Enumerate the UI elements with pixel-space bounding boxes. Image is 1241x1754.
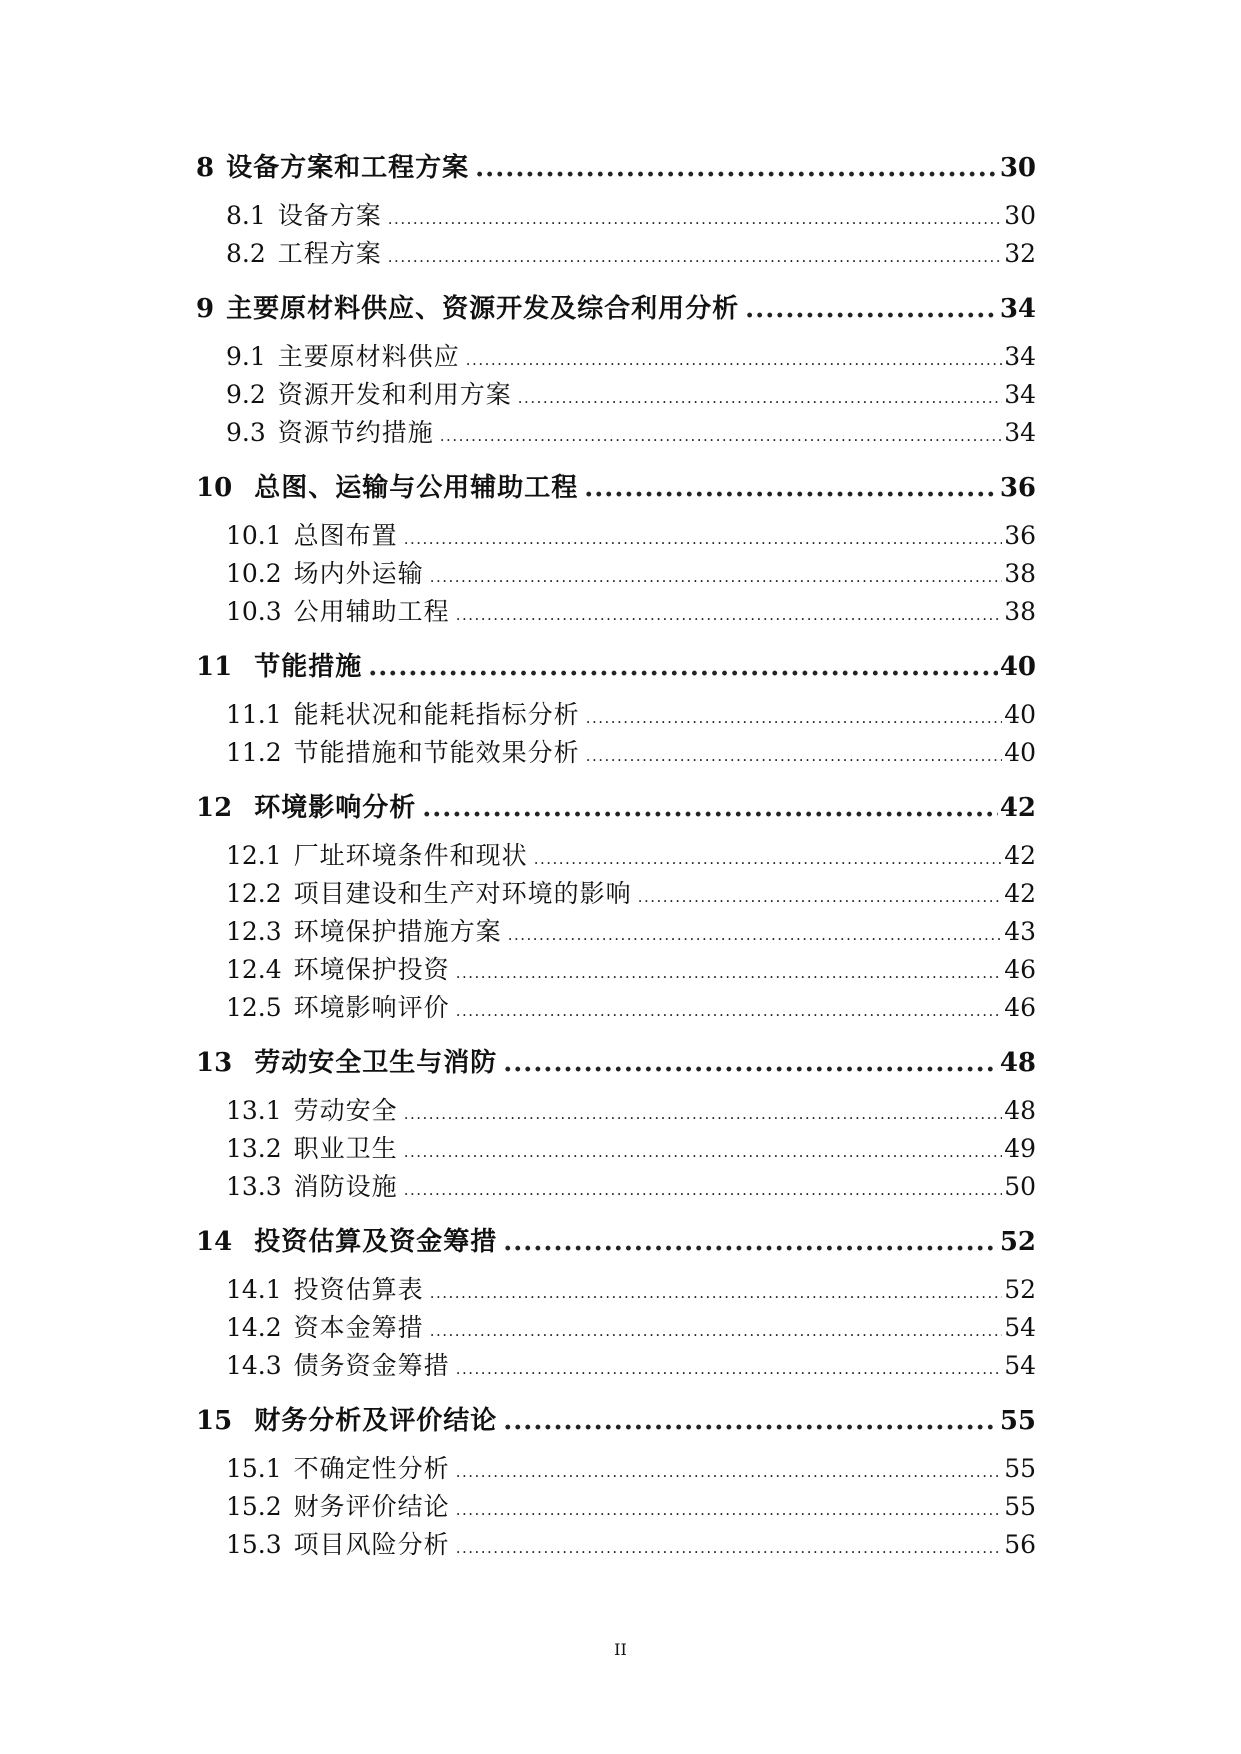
toc-chapter-entry[interactable]	[196, 145, 1036, 191]
section-page-number: 54	[1004, 1351, 1036, 1380]
section-title: 环境保护措施方案	[293, 917, 502, 946]
dot-leader	[586, 699, 1003, 737]
section-page-number: 43	[1004, 917, 1036, 946]
dot-leader	[456, 1453, 1003, 1491]
dot-leader	[503, 1219, 998, 1265]
toc-section-entry[interactable]	[196, 875, 1036, 913]
chapter-number: 11	[196, 652, 233, 682]
section-number: 9.2	[226, 380, 266, 409]
section-page-number: 32	[1004, 239, 1036, 268]
toc-section-entry[interactable]	[196, 1488, 1036, 1526]
chapter-title: 环境影响分析	[254, 793, 417, 823]
dot-leader	[584, 465, 998, 511]
chapter-page-number: 40	[999, 652, 1036, 682]
section-title: 资源节约措施	[277, 418, 434, 447]
section-number: 10.3	[226, 597, 282, 626]
dot-leader	[430, 1274, 1003, 1312]
section-title: 劳动安全	[293, 1096, 398, 1125]
section-title: 节能措施和节能效果分析	[293, 738, 580, 767]
section-number: 9.3	[226, 418, 266, 447]
toc-section-entry[interactable]	[196, 1271, 1036, 1309]
toc-section-entry[interactable]	[196, 1526, 1036, 1564]
dot-leader	[404, 1095, 1003, 1133]
section-number: 13.1	[226, 1096, 282, 1125]
section-page-number: 55	[1004, 1492, 1036, 1521]
section-title: 不确定性分析	[293, 1454, 450, 1483]
toc-section-entry[interactable]	[196, 913, 1036, 951]
toc-chapter	[196, 1219, 1036, 1385]
toc-section-entry[interactable]	[196, 1130, 1036, 1168]
section-number: 12.2	[226, 879, 282, 908]
toc-section-entry[interactable]	[196, 197, 1036, 235]
chapter-page-number: 52	[999, 1227, 1036, 1257]
section-page-number: 50	[1004, 1172, 1036, 1201]
section-title: 资本金筹措	[293, 1313, 424, 1342]
section-title: 环境影响评价	[293, 993, 450, 1022]
section-title: 主要原材料供应	[277, 342, 460, 371]
toc-section-entry[interactable]	[196, 517, 1036, 555]
toc-section-entry[interactable]	[196, 1092, 1036, 1130]
toc-section-entry[interactable]	[196, 1309, 1036, 1347]
dot-leader	[466, 341, 1002, 379]
dot-leader	[638, 878, 1003, 916]
dot-leader	[503, 1398, 998, 1444]
chapter-title: 劳动安全卫生与消防	[254, 1048, 498, 1078]
toc-section-entry[interactable]	[196, 734, 1036, 772]
chapter-page-number: 55	[999, 1406, 1036, 1436]
section-number: 14.1	[226, 1275, 282, 1304]
section-page-number: 42	[1004, 841, 1036, 870]
toc-section-entry[interactable]	[196, 837, 1036, 875]
dot-leader	[456, 1350, 1003, 1388]
section-page-number: 46	[1004, 955, 1036, 984]
chapter-page-number: 34	[999, 294, 1036, 324]
chapter-title: 节能措施	[254, 652, 363, 682]
section-number: 12.4	[226, 955, 282, 984]
toc-chapter	[196, 286, 1036, 452]
section-number: 15.1	[226, 1454, 282, 1483]
chapter-number: 8	[196, 153, 215, 183]
toc-section-entry[interactable]	[196, 989, 1036, 1027]
toc-chapter-entry[interactable]	[196, 644, 1036, 690]
chapter-number: 15	[196, 1406, 233, 1436]
section-number: 13.3	[226, 1172, 282, 1201]
section-page-number: 54	[1004, 1313, 1036, 1342]
toc-chapter-entry[interactable]	[196, 286, 1036, 332]
section-title: 资源开发和利用方案	[277, 380, 512, 409]
toc-section-entry[interactable]	[196, 376, 1036, 414]
chapter-number: 10	[196, 473, 233, 503]
section-page-number: 34	[1004, 418, 1036, 447]
dot-leader	[404, 520, 1003, 558]
toc-chapter	[196, 1398, 1036, 1564]
chapter-page-number: 42	[999, 793, 1036, 823]
toc-chapter	[196, 785, 1036, 1027]
toc-section-entry[interactable]	[196, 338, 1036, 376]
toc-section-entry[interactable]	[196, 696, 1036, 734]
dot-leader	[456, 954, 1003, 992]
section-number: 12.3	[226, 917, 282, 946]
section-number: 11.1	[226, 700, 282, 729]
dot-leader	[456, 992, 1003, 1030]
dot-leader	[368, 644, 998, 690]
section-page-number: 52	[1004, 1275, 1036, 1304]
dot-leader	[475, 145, 998, 191]
section-page-number: 38	[1004, 559, 1036, 588]
dot-leader	[745, 286, 998, 332]
dot-leader	[430, 1312, 1003, 1350]
dot-leader	[404, 1171, 1003, 1209]
chapter-title: 投资估算及资金筹措	[254, 1227, 498, 1257]
toc-chapter	[196, 465, 1036, 631]
section-page-number: 34	[1004, 380, 1036, 409]
section-number: 12.1	[226, 841, 282, 870]
section-number: 14.3	[226, 1351, 282, 1380]
section-number: 9.1	[226, 342, 266, 371]
toc-section-entry[interactable]	[196, 1347, 1036, 1385]
section-number: 11.2	[226, 738, 282, 767]
dot-leader	[430, 558, 1003, 596]
section-number: 8.2	[226, 239, 266, 268]
section-number: 10.2	[226, 559, 282, 588]
section-title: 债务资金筹措	[293, 1351, 450, 1380]
dot-leader	[534, 840, 1003, 878]
section-page-number: 40	[1004, 738, 1036, 767]
dot-leader	[503, 1040, 998, 1086]
chapter-page-number: 36	[999, 473, 1036, 503]
dot-leader	[388, 238, 1002, 276]
toc-chapter	[196, 145, 1036, 273]
section-title: 消防设施	[293, 1172, 398, 1201]
section-title: 总图布置	[293, 521, 398, 550]
section-title: 公用辅助工程	[293, 597, 450, 626]
dot-leader	[422, 785, 998, 831]
dot-leader	[404, 1133, 1003, 1171]
section-page-number: 30	[1004, 201, 1036, 230]
toc-chapter-entry[interactable]	[196, 1398, 1036, 1444]
toc-chapter-entry[interactable]	[196, 465, 1036, 511]
section-number: 13.2	[226, 1134, 282, 1163]
dot-leader	[388, 200, 1002, 238]
toc-section-entry[interactable]	[196, 1450, 1036, 1488]
section-page-number: 36	[1004, 521, 1036, 550]
table-of-contents	[196, 145, 1036, 1577]
dot-leader	[456, 1529, 1003, 1567]
section-title: 职业卫生	[293, 1134, 398, 1163]
section-number: 15.3	[226, 1530, 282, 1559]
chapter-title: 设备方案和工程方案	[226, 153, 470, 183]
toc-chapter-entry[interactable]	[196, 785, 1036, 831]
toc-section-entry[interactable]	[196, 593, 1036, 631]
toc-section-entry[interactable]	[196, 555, 1036, 593]
section-page-number: 42	[1004, 879, 1036, 908]
toc-section-entry[interactable]	[196, 235, 1036, 273]
section-number: 10.1	[226, 521, 282, 550]
section-title: 项目风险分析	[293, 1530, 450, 1559]
toc-chapter	[196, 644, 1036, 772]
section-number: 12.5	[226, 993, 282, 1022]
page-number: II	[614, 1640, 627, 1659]
chapter-title: 财务分析及评价结论	[254, 1406, 498, 1436]
section-title: 投资估算表	[293, 1275, 424, 1304]
section-page-number: 55	[1004, 1454, 1036, 1483]
section-page-number: 56	[1004, 1530, 1036, 1559]
dot-leader	[440, 417, 1002, 455]
dot-leader	[508, 916, 1003, 954]
chapter-number: 14	[196, 1227, 233, 1257]
section-title: 设备方案	[277, 201, 382, 230]
dot-leader	[586, 737, 1003, 775]
section-number: 8.1	[226, 201, 266, 230]
chapter-number: 9	[196, 294, 215, 324]
section-number: 15.2	[226, 1492, 282, 1521]
toc-chapter-entry[interactable]	[196, 1040, 1036, 1086]
section-title: 场内外运输	[293, 559, 424, 588]
section-page-number: 34	[1004, 342, 1036, 371]
section-title: 环境保护投资	[293, 955, 450, 984]
section-page-number: 49	[1004, 1134, 1036, 1163]
section-title: 厂址环境条件和现状	[293, 841, 528, 870]
toc-section-entry[interactable]	[196, 414, 1036, 452]
section-page-number: 38	[1004, 597, 1036, 626]
dot-leader	[456, 596, 1003, 634]
section-title: 项目建设和生产对环境的影响	[293, 879, 632, 908]
section-number: 14.2	[226, 1313, 282, 1342]
chapter-page-number: 48	[999, 1048, 1036, 1078]
chapter-title: 总图、运输与公用辅助工程	[254, 473, 579, 503]
section-page-number: 46	[1004, 993, 1036, 1022]
chapter-number: 13	[196, 1048, 233, 1078]
toc-section-entry[interactable]	[196, 951, 1036, 989]
chapter-number: 12	[196, 793, 233, 823]
dot-leader	[518, 379, 1002, 417]
section-title: 工程方案	[277, 239, 382, 268]
toc-section-entry[interactable]	[196, 1168, 1036, 1206]
chapter-page-number: 30	[999, 153, 1036, 183]
toc-chapter	[196, 1040, 1036, 1206]
section-page-number: 48	[1004, 1096, 1036, 1125]
section-title: 财务评价结论	[293, 1492, 450, 1521]
dot-leader	[456, 1491, 1003, 1529]
section-title: 能耗状况和能耗指标分析	[293, 700, 580, 729]
section-page-number: 40	[1004, 700, 1036, 729]
chapter-title: 主要原材料供应、资源开发及综合利用分析	[226, 294, 740, 324]
toc-chapter-entry[interactable]	[196, 1219, 1036, 1265]
